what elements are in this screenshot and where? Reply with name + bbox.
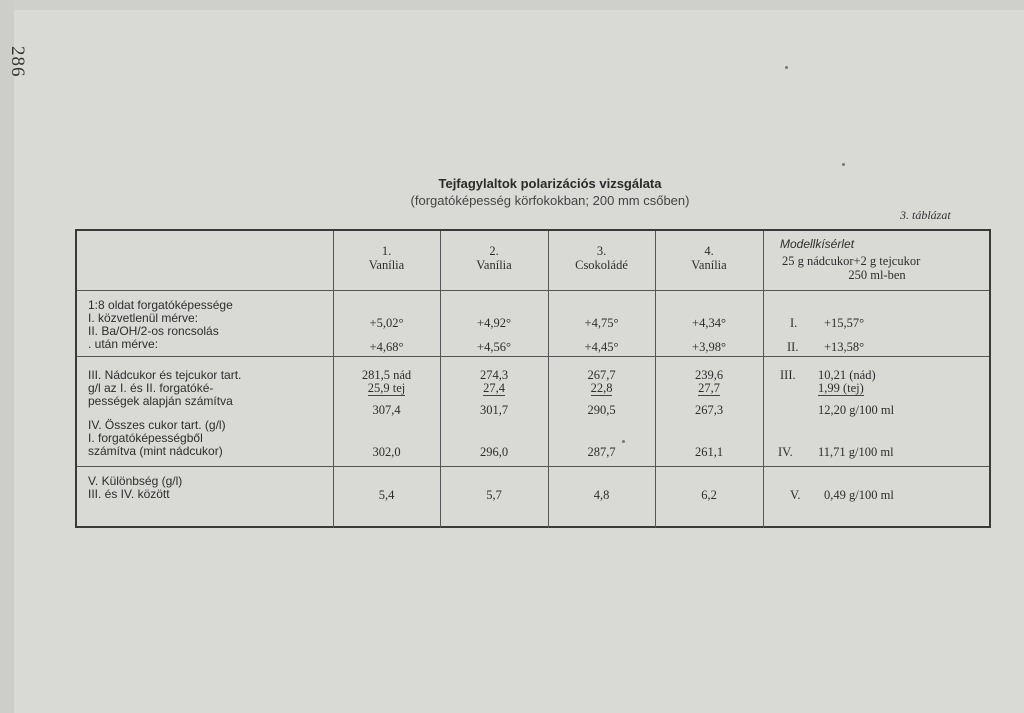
page-edge-left <box>0 0 14 713</box>
col3-name: Csokoládé <box>575 258 628 272</box>
model-diff-roman: V. <box>790 488 801 502</box>
sugar-milk-value: 27,4 <box>483 381 505 395</box>
rotation-label: I. közvetlenül mérve: <box>88 311 199 325</box>
rotation-after-value: +4,45° <box>584 340 619 354</box>
header-rule <box>77 290 989 291</box>
sugar-label: g/l az I. és II. forgatóké- <box>88 381 214 395</box>
row-rule <box>77 466 989 467</box>
diff-label: V. Különbség (g/l) <box>88 474 183 488</box>
col2-number: 2. <box>489 244 499 258</box>
scan-speck <box>842 163 845 166</box>
total-value: 261,1 <box>694 445 724 459</box>
col4-name: Vanília <box>691 258 727 272</box>
model-rotation-roman: I. <box>790 316 798 330</box>
col4-number: 4. <box>704 244 714 258</box>
diff-value: 5,7 <box>486 488 502 502</box>
total-value: 296,0 <box>479 445 509 459</box>
sugar-sum-value: 290,5 <box>587 403 616 417</box>
total-value: 287,7 <box>587 445 616 459</box>
model-rotation-direct: +15,57° <box>824 316 865 330</box>
model-line2: 250 ml-ben <box>848 268 906 282</box>
rotation-after-value: +3,98° <box>692 340 726 354</box>
model-title: Modellkísérlet <box>780 237 855 251</box>
model-diff-value: 0,49 g/100 ml <box>824 488 894 502</box>
diff-value: 6,2 <box>701 488 717 502</box>
sugar-milk-value: 27,7 <box>698 381 720 395</box>
scan-speck <box>785 66 788 69</box>
scan-speck <box>622 440 625 443</box>
rotation-after-value: +4,56° <box>477 340 511 354</box>
total-label: IV. Összes cukor tart. (g/l) <box>88 418 226 432</box>
diff-value: 4,8 <box>593 488 610 502</box>
sugar-sum-value: 307,4 <box>372 403 401 417</box>
model-line1: 25 g nádcukor+2 g tejcukor <box>782 254 921 268</box>
model-sugar-sum: 12,20 g/100 ml <box>818 403 895 417</box>
model-sugar-roman: III. <box>780 368 796 382</box>
col1-name: Vanília <box>368 258 405 272</box>
model-total-value: 11,71 g/100 ml <box>818 445 894 459</box>
page-edge-top <box>0 0 1024 10</box>
rotation-direct-value: +5,02° <box>369 316 404 330</box>
column-divider <box>763 231 764 528</box>
col3-number: 3. <box>596 244 607 258</box>
model-total-roman: IV. <box>778 445 793 459</box>
table-subtitle: (forgatóképesség körfokokban; 200 mm csőben) <box>410 193 690 208</box>
rotation-label: . után mérve: <box>88 337 159 351</box>
model-rotation-after: +13,58° <box>824 340 865 354</box>
table-label: 3. táblázat <box>900 208 951 222</box>
total-label: számítva (mint nádcukor) <box>88 444 223 458</box>
model-sugar-milk: 1,99 (tej) <box>818 381 864 395</box>
sugar-cane-value: 281,5 nád <box>361 368 412 382</box>
rotation-after-value: +4,68° <box>369 340 404 354</box>
sugar-label: pességek alapján számítva <box>88 394 233 408</box>
sugar-cane-value: 239,6 <box>694 368 724 382</box>
sugar-cane-value: 267,7 <box>587 368 616 382</box>
sugar-sum-value: 301,7 <box>479 403 509 417</box>
rotation-label: II. Ba/OH/2-os roncsolás <box>88 324 219 338</box>
rotation-direct-value: +4,34° <box>692 316 726 330</box>
sugar-label: III. Nádcukor és tejcukor tart. <box>88 368 242 382</box>
rotation-label: 1:8 oldat forgatóképessége <box>88 298 233 312</box>
page-number: 286 <box>7 46 28 78</box>
diff-value: 5,4 <box>378 488 395 502</box>
sugar-cane-value: 274,3 <box>479 368 509 382</box>
model-rotation-roman: II. <box>787 340 799 354</box>
rotation-direct-value: +4,92° <box>477 316 511 330</box>
total-label: I. forgatóképességből <box>88 431 203 445</box>
col1-number: 1. <box>381 244 392 258</box>
sugar-sum-value: 267,3 <box>694 403 724 417</box>
row-rule <box>77 356 989 357</box>
diff-label: III. és IV. között <box>88 487 170 501</box>
model-sugar-cane: 10,21 (nád) <box>818 368 876 382</box>
total-value: 302,0 <box>372 445 401 459</box>
col2-name: Vanília <box>476 258 512 272</box>
sugar-milk-value: 22,8 <box>590 381 613 395</box>
rotation-direct-value: +4,75° <box>584 316 619 330</box>
table-title: Tejfagylaltok polarizációs vizsgálata <box>438 176 662 191</box>
sugar-milk-value: 25,9 tej <box>367 381 406 395</box>
